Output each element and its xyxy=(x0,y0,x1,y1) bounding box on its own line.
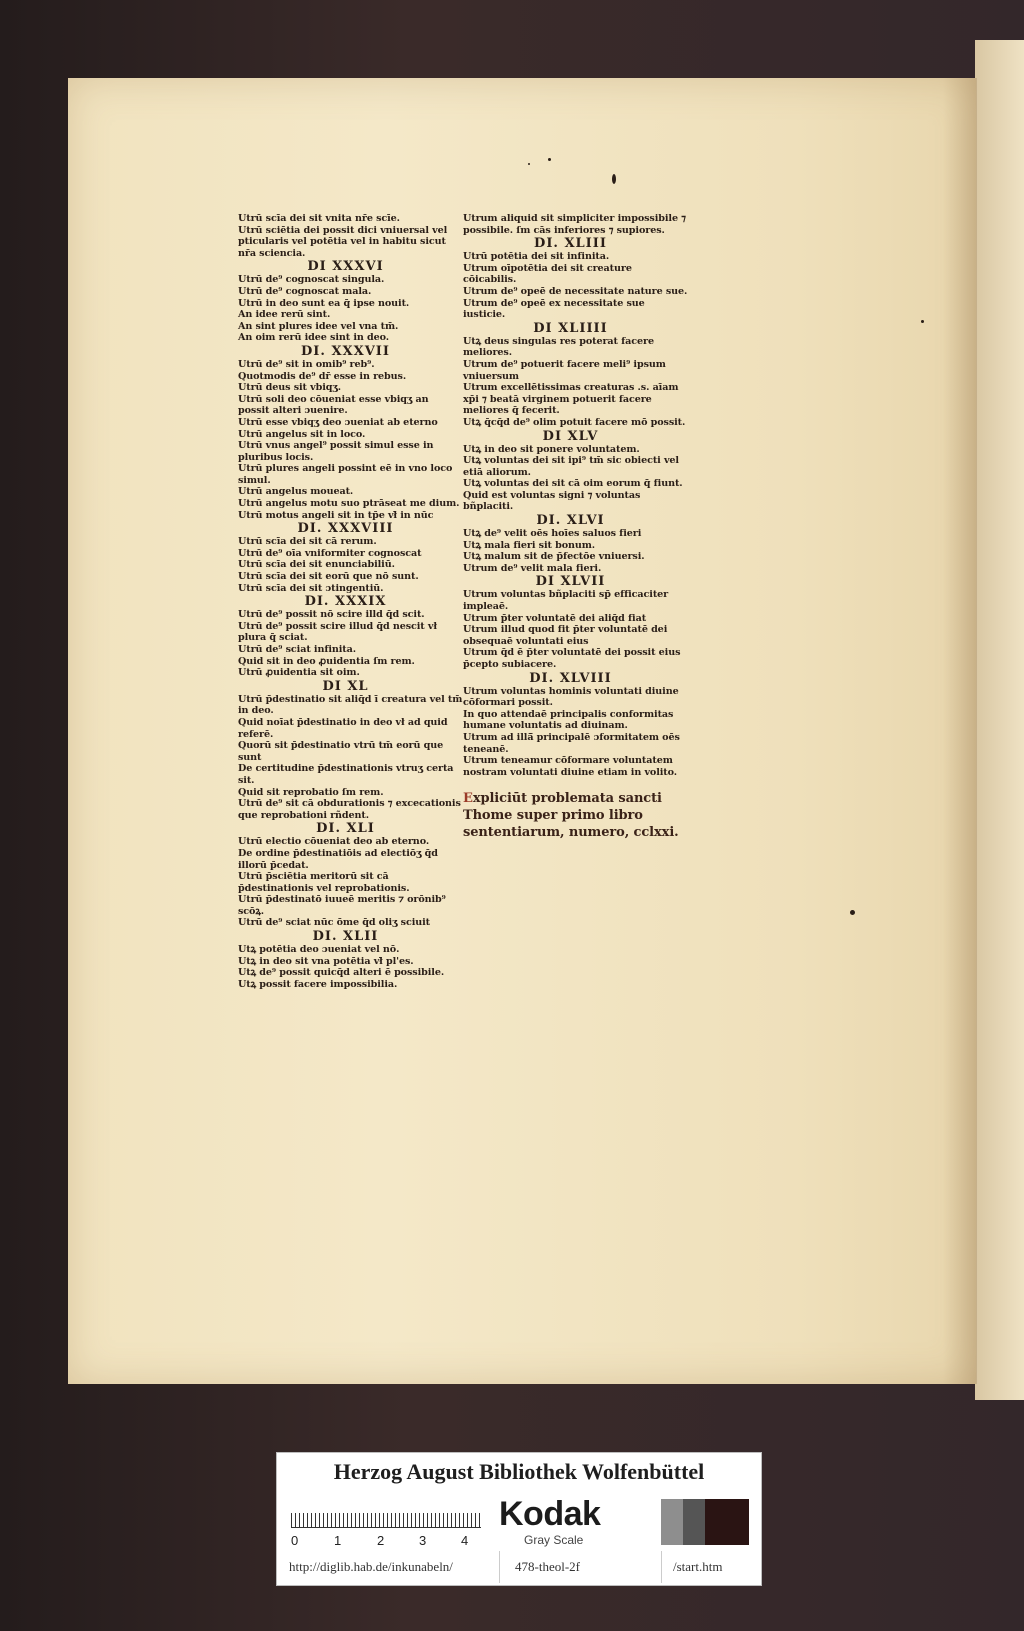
ruler-number: 0 xyxy=(291,1533,299,1548)
ink-speck xyxy=(921,320,924,323)
question-line: Utꝝ in deo sit ponere voluntatem. xyxy=(463,443,640,455)
ruler-number: 3 xyxy=(419,1533,427,1548)
question-line: Utrū scīa dei sit enunciabiliū. xyxy=(238,559,395,571)
question-line: Utrum voluntas hominis voluntati diuine cōformari possit. xyxy=(463,685,679,709)
question-line: Utrū ꝓuidentia sit oim. xyxy=(238,667,360,679)
question-line: Utrū de⁹ cognoscat singula. xyxy=(238,274,385,286)
question-line: In quo attendaē principalis conformitas humane voluntatis ad diuinam. xyxy=(463,708,674,732)
gray-patch xyxy=(683,1499,705,1545)
color-target-strip xyxy=(276,1452,762,1586)
question-line: Utrū scīa dei sit eorū que nō sunt. xyxy=(238,571,419,583)
question-line: Utrū de⁹ possit nō scire illd q̄d scit. xyxy=(238,609,425,621)
question-line: Utrū potētia dei sit infinita. xyxy=(463,251,610,263)
start-page: /start.htm xyxy=(673,1559,723,1574)
question-line: Utrū de⁹ sciat nūc ōme q̄d oliʒ sciuit xyxy=(238,917,430,929)
question-line: Utrum de⁹ potuerit facere meli⁹ ipsum vniuersum xyxy=(463,358,666,382)
ink-speck xyxy=(612,174,616,184)
divider xyxy=(499,1551,500,1583)
question-line: Quotmodis de⁹ dr̄ esse in rebus. xyxy=(238,370,407,382)
question-line: Utrum excellētissimas creaturas .s. aīam xp̄i ⁊ beatā virginem potuerit facere meliores q̄ fecerit. xyxy=(463,382,679,417)
colophon-explicit xyxy=(463,790,688,841)
gray-scale-label: Gray Scale xyxy=(524,1533,584,1547)
ruler-scale xyxy=(291,1499,481,1528)
question-line: Utrū de⁹ sit in omib⁹ reb⁹. xyxy=(238,358,375,370)
distinction-heading: DI XL xyxy=(322,678,369,694)
shelfmark: 478-theol-2f xyxy=(515,1559,580,1574)
ruler-number: 2 xyxy=(377,1533,385,1548)
distinction-heading: DI. XXXIX xyxy=(304,594,387,610)
question-line: Utrū p̄destinatio sit aliq̄d ī creatura vel tm̄ in deo. xyxy=(238,693,463,717)
question-line: An idee rerū sint. xyxy=(238,309,331,321)
question-line: Utrū p̄destinatō iuueē meritis ⁊ orōnib⁹ scōꝝ. xyxy=(238,894,446,917)
question-line: Utꝝ potētia deo ɔueniat vel nō. xyxy=(238,944,400,956)
question-line: Utrū angelus sit in loco. xyxy=(238,428,366,440)
question-line: Utrū angelus motu suo ptrāseat me dium. xyxy=(238,498,460,510)
distinction-heading: DI. XLVI xyxy=(536,513,605,529)
distinction-heading: DI. XXXVII xyxy=(301,343,390,359)
question-line: Utrū scīa dei sit vnita nr̄e scīe. xyxy=(238,213,400,224)
question-line: De certitudine p̄destinationis vtruʒ certa sit. xyxy=(238,763,454,786)
distinction-heading: DI XLV xyxy=(542,428,599,444)
question-line: Utꝝ malum sit de p̄fectōe vniuersi. xyxy=(463,551,645,563)
question-line: Utrum oīpotētia dei sit creature cōicabilis. xyxy=(463,262,632,286)
right-text-column xyxy=(463,213,688,841)
question-line: Utꝝ mala fieri sit bonum. xyxy=(463,539,596,551)
explicit-text: xpliciūt problemata sancti Thome super primo libro sententiarum, numero, cclxxi. xyxy=(463,791,679,841)
question-line: Utrū esse vbiqʒ deo ɔueniat ab eterno xyxy=(238,416,438,428)
question-line: An oim rerū idee sint in deo. xyxy=(238,332,389,344)
question-line: Utꝝ de⁹ possit quicq̄d alteri ē possibile. xyxy=(238,967,445,979)
gray-patch xyxy=(661,1499,683,1545)
question-line: Utꝝ in deo sit vna potētia vł̄ pl'es. xyxy=(238,955,414,967)
question-line: Utꝝ de⁹ velit oēs hoīes saluos fieri xyxy=(463,528,642,540)
question-line: Utrū deus sit vbiqʒ. xyxy=(238,382,341,394)
ink-speck xyxy=(548,158,551,161)
question-line: Utrū p̄sciētia meritorū sit cā p̄destinationis vel reprobationis. xyxy=(238,871,410,894)
question-line: Utrum de⁹ opeē ex necessitate sue iusticie. xyxy=(463,297,645,321)
question-line: Utrum p̄ter voluntatē dei aliq̄d fiat xyxy=(463,612,647,624)
question-line: Quid sit reprobatio ſm rem. xyxy=(238,786,384,798)
question-line: Utrū de⁹ sciat infinita. xyxy=(238,644,356,655)
dark-patch xyxy=(705,1499,749,1545)
question-line: Utrum ad illā̄ principalē ɔformitatem oēs teneanē. xyxy=(463,731,680,755)
distinction-heading: DI XLIIII xyxy=(533,320,608,336)
question-line: Utrum teneamur cōformare voluntatem nostram voluntati diuine etiam in volito. xyxy=(463,755,678,778)
question-line: Utꝝ deus singulas res poterat facere meliores. xyxy=(463,335,654,359)
question-line: Utrum de⁹ velit mala fieri. xyxy=(463,562,602,574)
question-line: Utrum de⁹ opeē de necessitate nature sue. xyxy=(463,285,688,297)
ink-speck xyxy=(528,163,530,165)
question-line: Utrū de⁹ oīa vniformiter cognoscat xyxy=(238,547,422,559)
question-line: Quorū sit p̄destinatio vtrū tm̄ eorū que sunt xyxy=(238,740,444,763)
question-line: Quid est voluntas signi ⁊ voluntas bñplaciti. xyxy=(463,489,641,513)
facing-page-edge xyxy=(975,40,1024,1400)
question-line: An sint plures idee vel vna tm̄. xyxy=(238,320,399,332)
question-line: Utrū de⁹ sit cā obdurationis ⁊ excecationis que reprobationi rñdent. xyxy=(238,798,461,821)
question-line: Utrū plures angeli possint eē in vno loco simul. xyxy=(238,463,453,486)
question-line: Utrū sciētia dei possit dici vniuersal vel pticularis vel potētia vel in habitu sicut nr̄a sciencia. xyxy=(238,224,448,259)
question-line: Utrū scīa dei sit ɔtingentiū. xyxy=(238,582,384,594)
question-line: Utrū soli deo cōueniat esse vbiqʒ an possit alteri ɔuenire. xyxy=(238,393,429,417)
question-line: Utrū de⁹ cognoscat mala. xyxy=(238,285,372,297)
kodak-logo: Kodak xyxy=(499,1495,601,1533)
divider xyxy=(661,1551,662,1583)
ruler-numbers xyxy=(291,1533,491,1549)
ruler-number: 4 xyxy=(461,1533,469,1548)
question-line: Utrum aliquid sit simpliciter impossibile ⁊ possibile. ſm cās inferiores ⁊ supiores. xyxy=(463,213,686,236)
question-line: Utrū in deo sunt ea q̄ ipse nouit. xyxy=(238,297,410,309)
distinction-heading: DI XXXVI xyxy=(307,259,384,275)
question-line: Utꝝ possit facere impossibilia. xyxy=(238,978,398,990)
left-text-column xyxy=(238,213,463,990)
ink-speck xyxy=(850,910,855,915)
ruler-number: 1 xyxy=(334,1533,342,1548)
distinction-heading: DI. XLIII xyxy=(534,236,607,252)
distinction-heading: DI. XLII xyxy=(312,929,379,945)
question-line: De ordine p̄destinatiōis ad electiōʒ q̄d illorū p̄cedat. xyxy=(238,847,438,871)
question-line: Quid noīat p̄destinatio in deo vł ad quid referē. xyxy=(238,716,448,740)
distinction-heading: DI. XXXVIII xyxy=(297,521,394,537)
question-line: Utrū motus angeli sit in tp̄e vł̄ in nūc xyxy=(238,509,434,521)
question-line: Utrū electio cōueniat deo ab eterno. xyxy=(238,836,430,848)
question-line: Utꝝ q̄cq̄d de⁹ olim potuit facere mō possit. xyxy=(463,416,686,428)
question-line: Quid sit in deo ꝓuidentia ſm rem. xyxy=(238,655,415,667)
question-line: Utꝝ voluntas dei sit cā oim eorum q̄ fiunt. xyxy=(463,478,683,490)
rubricated-initial: E xyxy=(463,791,473,807)
page-gutter-shadow xyxy=(943,78,977,1384)
question-line: Utrum q̄d ē p̄ter voluntatē dei possit eius p̄cepto subiacere. xyxy=(463,647,681,670)
question-line: Utrū vnus angel⁹ possit simul esse in pluribus locis. xyxy=(238,440,434,463)
question-line: Utrū angelus moueat. xyxy=(238,486,354,498)
distinction-heading: DI. XLVIII xyxy=(529,670,612,686)
distinction-heading: DI. XLI xyxy=(316,821,375,837)
question-line: Utrum illud quod fit p̄ter voluntatē dei obsequaē voluntati eius xyxy=(463,624,668,647)
question-line: Utrum voluntas bñplaciti sp̄ efficaciter impleaē. xyxy=(463,589,669,613)
digital-library-url: http://diglib.hab.de/inkunabeln/ xyxy=(289,1559,453,1574)
distinction-heading: DI XLVII xyxy=(535,574,606,590)
question-line: Utꝝ voluntas dei sit ipi⁹ tm̄ sic obiecti vel etiā aliorum. xyxy=(463,455,679,478)
question-line: Utrū scīa dei sit cā rerum. xyxy=(238,536,377,548)
question-line: Utrū de⁹ possit scire illud q̄d nescit vł plura q̄ sciat. xyxy=(238,620,437,644)
library-title: Herzog August Bibliothek Wolfenbüttel xyxy=(333,1459,705,1484)
